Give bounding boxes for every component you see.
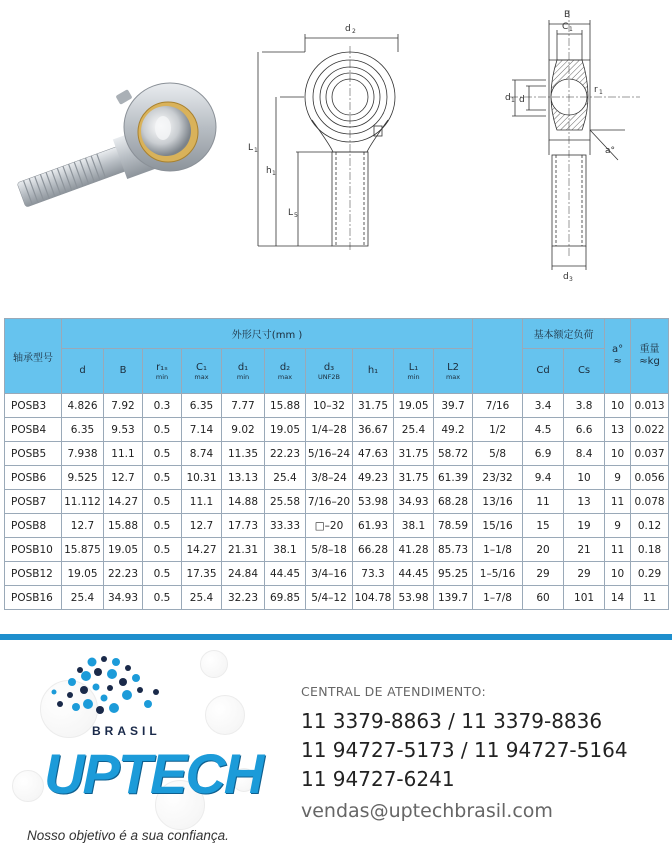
column-header-subscript: min	[155, 372, 169, 381]
table-cell: 0.056	[631, 466, 669, 490]
label-d2: d	[345, 24, 351, 34]
table-cell: 0.5	[143, 418, 182, 442]
column-header	[222, 349, 265, 394]
label-r1: r	[594, 85, 598, 95]
table-cell: 25.58	[265, 490, 306, 514]
label-L1: L	[248, 143, 254, 153]
model-cell: POSB8	[5, 514, 62, 538]
model-cell: POSB12	[5, 562, 62, 586]
table-cell: 9	[605, 514, 631, 538]
table-cell: 9.4	[523, 466, 564, 490]
table-cell: 36.67	[353, 418, 394, 442]
header-angle-sub: ≈	[613, 356, 622, 367]
front-view-drawing	[258, 34, 398, 250]
table-cell: 20	[523, 538, 564, 562]
table-cell: 4.5	[523, 418, 564, 442]
footer	[0, 640, 672, 860]
model-cell: POSB5	[5, 442, 62, 466]
table-row	[5, 490, 669, 514]
brand-subtitle: BRASIL	[92, 724, 161, 738]
contact-label: CENTRAL DE ATENDIMENTO:	[301, 684, 486, 699]
label-L5: L	[288, 208, 294, 218]
table-cell: 23/32	[473, 466, 523, 490]
column-header-symbol: d₂	[279, 361, 291, 373]
table-cell: 10–32	[306, 394, 353, 418]
header-angle-sym: a°	[611, 344, 624, 355]
table-cell: 10	[605, 442, 631, 466]
column-header	[265, 349, 306, 394]
column-header	[394, 349, 434, 394]
column-header-subscript: min	[407, 372, 420, 381]
label-a: a°	[605, 146, 616, 156]
table-cell: 39.7	[434, 394, 473, 418]
table-cell: 0.3	[143, 394, 182, 418]
label-d: d	[519, 95, 525, 105]
table-cell: 38.1	[394, 514, 434, 538]
table-cell: 0.18	[631, 538, 669, 562]
label-L5-sub: 5	[294, 212, 298, 219]
table-cell: 25.4	[182, 586, 222, 610]
table-cell: 49.23	[353, 466, 394, 490]
table-cell: 17.35	[182, 562, 222, 586]
table-cell: 14.88	[222, 490, 265, 514]
table-cell: 7.77	[222, 394, 265, 418]
table-cell: 61.93	[353, 514, 394, 538]
table-cell: 6.35	[62, 418, 104, 442]
table-cell: 14.27	[104, 490, 143, 514]
table-cell: 1–7/8	[473, 586, 523, 610]
table-cell: 9.02	[222, 418, 265, 442]
table-cell: 38.1	[265, 538, 306, 562]
table-cell: 34.93	[394, 490, 434, 514]
table-cell: 3/4–16	[306, 562, 353, 586]
table-cell: 11	[631, 586, 669, 610]
table-cell: 1/2	[473, 418, 523, 442]
table-cell: 19.05	[265, 418, 306, 442]
column-header-symbol: L2	[447, 361, 459, 373]
table-cell: 15	[523, 514, 564, 538]
table-cell: 11.35	[222, 442, 265, 466]
table-cell: 19.05	[62, 562, 104, 586]
table-cell: 5/8	[473, 442, 523, 466]
table-cell: 5/8–18	[306, 538, 353, 562]
table-cell: 0.037	[631, 442, 669, 466]
table-cell: 7/16–20	[306, 490, 353, 514]
table-row	[5, 394, 669, 418]
table-cell: 61.39	[434, 466, 473, 490]
table-row	[5, 466, 669, 490]
table-cell: 21	[564, 538, 605, 562]
table-cell: 41.28	[394, 538, 434, 562]
table-cell: 19.05	[394, 394, 434, 418]
table-cell: 7.92	[104, 394, 143, 418]
table-row	[5, 586, 669, 610]
label-h1: h	[266, 166, 272, 176]
table-cell: 0.5	[143, 538, 182, 562]
label-d1: d	[505, 93, 511, 103]
side-view-drawing	[510, 10, 640, 270]
table-cell: 19	[564, 514, 605, 538]
table-cell: 10	[605, 394, 631, 418]
table-cell: 66.28	[353, 538, 394, 562]
table-cell: 60	[523, 586, 564, 610]
table-cell: 0.022	[631, 418, 669, 442]
table-cell: 6.35	[182, 394, 222, 418]
table-cell: 0.078	[631, 490, 669, 514]
table-cell: 31.75	[394, 442, 434, 466]
table-row	[5, 442, 669, 466]
model-cell: POSB6	[5, 466, 62, 490]
header-weight-sub: ≈kg	[639, 356, 660, 367]
header-angle	[605, 319, 631, 394]
column-header-symbol: C₁	[196, 361, 207, 373]
header-thread	[473, 319, 523, 394]
column-header-symbol: L₁	[408, 361, 419, 373]
table-cell: 0.12	[631, 514, 669, 538]
phone-line: 11 94727-5173 / 11 94727-5164	[301, 738, 628, 762]
bubble-decoration	[12, 770, 44, 802]
table-cell: 0.5	[143, 466, 182, 490]
column-header-symbol: d₁	[237, 361, 249, 373]
table-cell: 53.98	[394, 586, 434, 610]
table-cell: 9.53	[104, 418, 143, 442]
phone-line: 11 3379-8863 / 11 3379-8836	[301, 709, 603, 733]
table-cell: 13/16	[473, 490, 523, 514]
label-d1-sub: 1	[511, 97, 515, 104]
column-header-symbol: r₁ₛ	[156, 361, 168, 373]
table-cell: 22.23	[265, 442, 306, 466]
table-cell: 101	[564, 586, 605, 610]
header-weight	[631, 319, 669, 394]
table-cell: 1–1/8	[473, 538, 523, 562]
table-cell: 4.826	[62, 394, 104, 418]
table-cell: 3.4	[523, 394, 564, 418]
column-header-symbol: h₁	[367, 365, 379, 376]
column-header	[434, 349, 473, 394]
bubble-decoration	[200, 650, 228, 678]
column-header	[182, 349, 222, 394]
column-header	[104, 349, 143, 394]
table-cell: 11.1	[182, 490, 222, 514]
header-load: 基本额定负荷	[523, 319, 605, 349]
table-cell: 11	[605, 538, 631, 562]
table-header-row	[5, 319, 669, 349]
table-cell: 25.4	[265, 466, 306, 490]
model-cell: POSB16	[5, 586, 62, 610]
table-cell: 14	[605, 586, 631, 610]
table-row	[5, 514, 669, 538]
table-cell: 85.73	[434, 538, 473, 562]
label-d3-sub: 3	[569, 276, 573, 283]
table-cell: 69.85	[265, 586, 306, 610]
table-cell: 34.93	[104, 586, 143, 610]
table-subheader-row	[5, 349, 669, 394]
table-cell: 32.23	[222, 586, 265, 610]
header-dimensions: 外形尺寸(mm )	[62, 319, 473, 349]
table-cell: 139.7	[434, 586, 473, 610]
email-link[interactable]: vendas@uptechbrasil.com	[301, 800, 553, 822]
rod-end-photo	[14, 83, 216, 215]
table-cell: 0.5	[143, 490, 182, 514]
table-cell: 11	[523, 490, 564, 514]
label-d2-sub: 2	[352, 28, 356, 35]
tagline: Nosso objetivo é a sua confiança.	[27, 828, 229, 843]
table-cell: 25.4	[394, 418, 434, 442]
column-header-symbol: d	[79, 365, 86, 376]
model-cell: POSB10	[5, 538, 62, 562]
column-header	[523, 349, 564, 394]
table-cell: 5/4–12	[306, 586, 353, 610]
column-header-subscript: UNF2B	[318, 372, 340, 381]
header-model: 轴承型号	[5, 319, 62, 394]
table-cell: 73.3	[353, 562, 394, 586]
model-cell: POSB4	[5, 418, 62, 442]
table-cell: 24.84	[222, 562, 265, 586]
table-cell: 95.25	[434, 562, 473, 586]
table-cell: 15/16	[473, 514, 523, 538]
column-header	[62, 349, 104, 394]
table-cell: 3.8	[564, 394, 605, 418]
table-cell: 7.938	[62, 442, 104, 466]
label-h1-sub: 1	[272, 170, 276, 177]
table-cell: 7.14	[182, 418, 222, 442]
table-cell: 44.45	[394, 562, 434, 586]
table-cell: 0.013	[631, 394, 669, 418]
model-cell: POSB3	[5, 394, 62, 418]
table-cell: 25.4	[62, 586, 104, 610]
table-cell: 68.28	[434, 490, 473, 514]
table-row	[5, 538, 669, 562]
table-cell: 7/16	[473, 394, 523, 418]
label-d3: d	[563, 272, 569, 282]
brand-logo-text: UPTECH	[44, 742, 263, 805]
table-cell: 5/16–24	[306, 442, 353, 466]
column-header-subscript: max	[445, 372, 461, 381]
table-cell: 0.29	[631, 562, 669, 586]
column-header	[564, 349, 605, 394]
table-cell: 0.5	[143, 514, 182, 538]
table-cell: 15.88	[104, 514, 143, 538]
column-header	[306, 349, 353, 394]
table-cell: 17.73	[222, 514, 265, 538]
label-L1-sub: 1	[254, 147, 258, 154]
table-row	[5, 418, 669, 442]
table-cell: 13	[564, 490, 605, 514]
table-cell: 58.72	[434, 442, 473, 466]
logo-dots-icon	[30, 654, 200, 726]
table-cell: 44.45	[265, 562, 306, 586]
label-C1-sub: 1	[569, 26, 573, 33]
table-cell: 53.98	[353, 490, 394, 514]
spec-table	[4, 318, 669, 610]
table-cell: 1/4–28	[306, 418, 353, 442]
table-cell: 29	[564, 562, 605, 586]
table-cell: 8.74	[182, 442, 222, 466]
table-row	[5, 562, 669, 586]
table-cell: 22.23	[104, 562, 143, 586]
label-B: B	[564, 10, 571, 20]
table-cell: 6.6	[564, 418, 605, 442]
table-cell: 6.9	[523, 442, 564, 466]
table-cell: 9.525	[62, 466, 104, 490]
table-cell: 0.5	[143, 562, 182, 586]
table-cell: 29	[523, 562, 564, 586]
table-cell: 31.75	[353, 394, 394, 418]
table-cell: 1–5/16	[473, 562, 523, 586]
label-r1-sub: 1	[599, 89, 603, 96]
table-cell: 47.63	[353, 442, 394, 466]
table-cell: 33.33	[265, 514, 306, 538]
table-cell: 15.88	[265, 394, 306, 418]
table-cell: 10	[605, 562, 631, 586]
column-header-symbol: B	[119, 365, 127, 376]
header-weight-sym: 重量	[639, 344, 660, 355]
table-cell: 0.5	[143, 442, 182, 466]
table-cell: 14.27	[182, 538, 222, 562]
table-cell: 12.7	[182, 514, 222, 538]
table-cell: 13.13	[222, 466, 265, 490]
table-cell: 10.31	[182, 466, 222, 490]
table-cell: 11.1	[104, 442, 143, 466]
model-cell: POSB7	[5, 490, 62, 514]
table-cell: 11	[605, 490, 631, 514]
table-cell: 21.31	[222, 538, 265, 562]
bubble-decoration	[205, 695, 245, 735]
column-header-subscript: max	[277, 372, 293, 381]
table-cell: 31.75	[394, 466, 434, 490]
column-header-subscript: max	[194, 372, 209, 381]
table-cell: 15.875	[62, 538, 104, 562]
table-cell: 49.2	[434, 418, 473, 442]
technical-drawing-area	[0, 0, 672, 315]
phone-line: 11 94727-6241	[301, 767, 455, 791]
table-cell: 78.59	[434, 514, 473, 538]
column-header	[143, 349, 182, 394]
table-cell: 10	[564, 466, 605, 490]
column-header-subscript: min	[236, 372, 250, 381]
column-header-symbol: d₃	[323, 361, 335, 373]
table-cell: □–20	[306, 514, 353, 538]
table-cell: 11.112	[62, 490, 104, 514]
column-header-symbol: Cd	[536, 365, 550, 376]
table-cell: 3/8–24	[306, 466, 353, 490]
table-cell: 8.4	[564, 442, 605, 466]
table-cell: 19.05	[104, 538, 143, 562]
table-cell: 9	[605, 466, 631, 490]
table-cell: 104.78	[353, 586, 394, 610]
column-header-symbol: Cs	[577, 365, 591, 376]
table-cell: 0.5	[143, 586, 182, 610]
label-C1: C	[562, 22, 569, 32]
table-cell: 13	[605, 418, 631, 442]
column-header	[353, 349, 394, 394]
table-cell: 12.7	[62, 514, 104, 538]
table-cell: 12.7	[104, 466, 143, 490]
